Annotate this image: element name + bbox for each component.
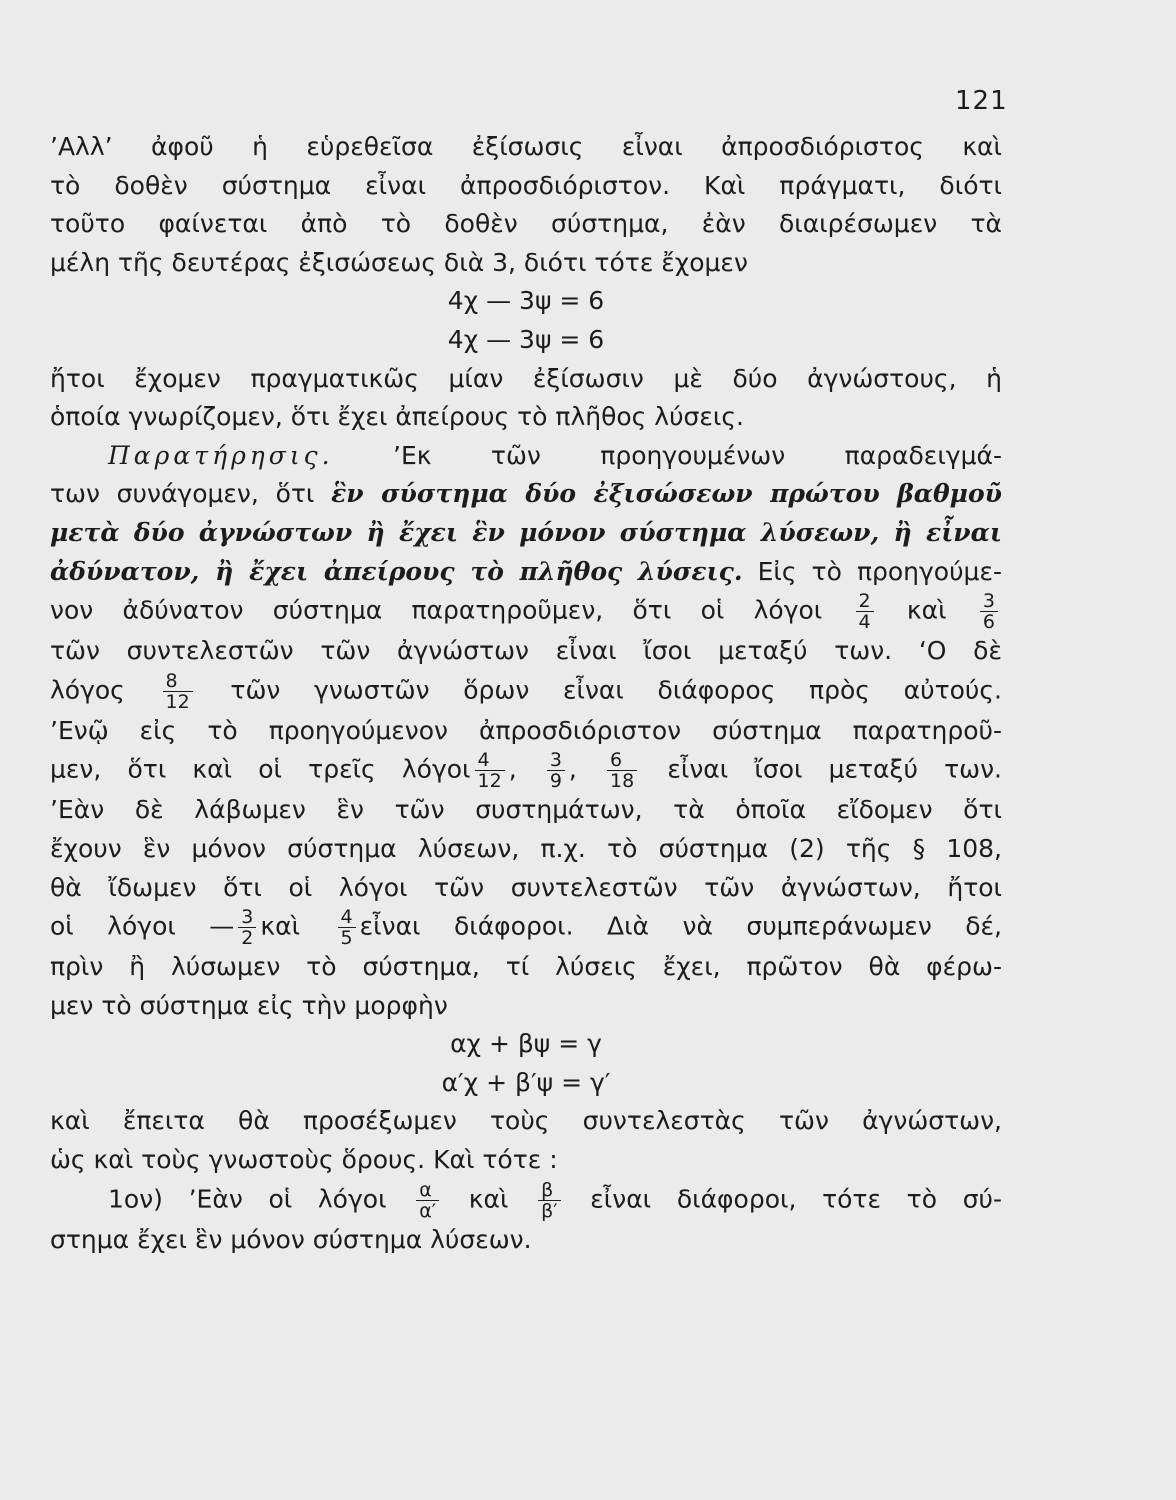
text-span: των συνάγομεν, ὅτι — [50, 479, 332, 509]
text-line: ’Ενῷ εἰς τὸ προηγούμενον ἀπροσδιόριστον σύστημα παρατηροῦ- — [50, 715, 1002, 745]
text-span: μεν, ὅτι καὶ οἱ τρεῖς λόγοι — [50, 754, 471, 784]
fraction — [238, 907, 256, 948]
text-line: ὁποία γνωρίζομεν, ὅτι ἔχει ἀπείρους τὸ πλῆθος λύσεις. — [50, 402, 744, 432]
text-line — [50, 1180, 1002, 1221]
equation — [50, 282, 1002, 321]
fraction-denominator: 4 — [858, 611, 871, 634]
remark-heading: Παρατήρησις. — [108, 440, 334, 470]
fraction-denominator: 6 — [982, 611, 995, 634]
text-line — [50, 907, 1002, 948]
fraction — [547, 750, 565, 791]
fraction-denominator: β′ — [541, 1199, 558, 1222]
fraction-numerator: 4 — [475, 750, 505, 771]
page-number: 121 — [955, 86, 1008, 116]
fraction-denominator: 9 — [549, 770, 562, 793]
equation-text: 4χ — 3ψ = 6 — [447, 324, 605, 354]
text-line — [50, 437, 1002, 476]
text-line: πρὶν ἢ λύσωμεν τὸ σύστημα, τί λύσεις ἔχει, πρῶτον θὰ φέρω- — [50, 952, 1002, 982]
text-span: εἶναι ἴσοι μεταξύ των. — [667, 754, 1002, 784]
fraction-numerator: 6 — [607, 750, 637, 771]
fraction-denominator: 12 — [165, 690, 190, 713]
fraction-numerator: 3 — [547, 750, 565, 771]
body-text — [50, 128, 1002, 1259]
text-span: 1ον) ’Εὰν οἱ λόγοι — [108, 1184, 387, 1214]
text-line — [50, 591, 1002, 632]
text-span: Εἰς τὸ προηγούμε- — [742, 556, 1002, 586]
text-line: θὰ ἴδωμεν ὅτι οἱ λόγοι τῶν συντελεστῶν τῶν ἀγνώστων, ἤτοι — [50, 872, 1002, 902]
text-span: εἶναι διάφοροι. Διὰ νὰ συμπεράνωμεν δέ, — [359, 911, 1002, 941]
text-line: ’Αλλ’ ἀφοῦ ἡ εὑρεθεῖσα ἐξίσωσις εἶναι ἀπροσδιόριστος καὶ — [50, 132, 1002, 161]
fraction — [416, 1180, 439, 1221]
text-line: τὸ δοθὲν σύστημα εἶναι ἀπροσδιόριστον. Καὶ πράγματι, διότι — [50, 170, 1002, 200]
equation-text: α′χ + β′ψ = γ′ — [441, 1067, 611, 1097]
fraction-numerator: α — [416, 1180, 439, 1201]
text-line — [50, 671, 1002, 712]
fraction-numerator: 2 — [856, 591, 874, 612]
text-line: τῶν συντελεστῶν τῶν ἀγνώστων εἶναι ἴσοι μεταξύ των. ‘Ο δὲ — [50, 636, 1002, 666]
text-line: καὶ ἔπειτα θὰ προσέξωμεν τοὺς συντελεστὰς τῶν ἀγνώστων, — [50, 1106, 1002, 1136]
emphasis-line: μετὰ δύο ἀγνώστων ἢ ἔχει ἓν μόνον σύστημα λύσεων, ἢ εἶναι — [50, 517, 1002, 547]
fraction-denominator: α′ — [419, 1199, 437, 1222]
fraction-numerator: β — [538, 1180, 560, 1201]
text-line: τοῦτο φαίνεται ἀπὸ τὸ δοθὲν σύστημα, ἐὰν διαιρέσωμεν τὰ — [50, 209, 1002, 239]
fraction-numerator: 3 — [238, 907, 256, 928]
fraction-numerator: 3 — [980, 591, 998, 612]
fraction — [980, 591, 998, 632]
emphasis-text: ἓν σύστημα δύο ἐξισώσεων πρώτου βαθμοῦ — [331, 479, 1002, 509]
fraction-denominator: 2 — [241, 927, 254, 950]
text-line: μέλη τῆς δευτέρας ἐξισώσεως διὰ 3, διότι τότε ἔχομεν — [50, 247, 748, 277]
equation-text: αχ + βψ = γ — [450, 1029, 602, 1059]
equation-text: 4χ — 3ψ = 6 — [447, 286, 605, 316]
text-line: ἤτοι ἔχομεν πραγματικῶς μίαν ἐξίσωσιν μὲ δύο ἀγνώστους, ἡ — [50, 363, 1002, 393]
text-span: εἶναι διάφοροι, τότε τὸ σύ- — [590, 1184, 1003, 1214]
equation — [50, 1064, 1002, 1103]
text-span: καὶ — [260, 911, 301, 941]
text-span: καὶ — [468, 1184, 509, 1214]
fraction-denominator: 18 — [610, 770, 635, 793]
text-line: ὡς καὶ τοὺς γνωστοὺς ὅρους. Καὶ τότε : — [50, 1145, 558, 1175]
equation — [50, 321, 1002, 360]
text-line: στημα ἔχει ἓν μόνον σύστημα λύσεων. — [50, 1224, 532, 1254]
fraction-denominator: 12 — [477, 770, 502, 793]
fraction-numerator: 8 — [163, 671, 193, 692]
fraction — [338, 907, 356, 948]
equation — [50, 1025, 1002, 1064]
fraction — [163, 671, 193, 712]
text-line: μεν, ὅτι καὶ οἱ τρεῖς λόγοι $\frac{4}{12}$ , $\frac{3}{9}$ , $\frac{6}{18}$ εἶναι ἴσοι μεταξύ των. — [50, 749, 1002, 793]
fraction — [856, 591, 874, 632]
fraction — [607, 750, 637, 791]
text-line — [50, 475, 1002, 514]
text-span: ’Εκ τῶν προηγουμένων παραδειγμά- — [393, 440, 1002, 470]
text-line: ἔχουν ἓν μόνον σύστημα λύσεων, π.χ. τὸ σύστημα (2) τῆς § 108, — [50, 833, 1002, 863]
fraction — [475, 750, 505, 791]
fraction-numerator: 4 — [338, 907, 356, 928]
text-span: τῶν γνωστῶν ὅρων εἶναι διάφορος πρὸς αὐτούς. — [230, 675, 1003, 705]
text-line: ’Εὰν δὲ λάβωμεν ἓν τῶν συστημάτων, τὰ ὁποῖα εἴδομεν ὅτι — [50, 795, 1002, 825]
text-span: οἱ λόγοι — — [50, 911, 235, 941]
emphasis-text: ἀδύνατον, ἢ ἔχει ἀπείρους τὸ πλῆθος λύσεις. — [50, 556, 743, 586]
text-span: νον ἀδύνατον σύστημα παρατηροῦμεν, ὅτι οἱ λόγοι — [50, 595, 823, 625]
text-span: καὶ — [906, 595, 947, 625]
text-line: μεν τὸ σύστημα εἰς τὴν μορφὴν — [50, 990, 448, 1020]
fraction — [538, 1180, 560, 1221]
text-line — [50, 553, 1002, 592]
text-span: λόγος — [50, 675, 125, 705]
fraction-denominator: 5 — [340, 927, 353, 950]
